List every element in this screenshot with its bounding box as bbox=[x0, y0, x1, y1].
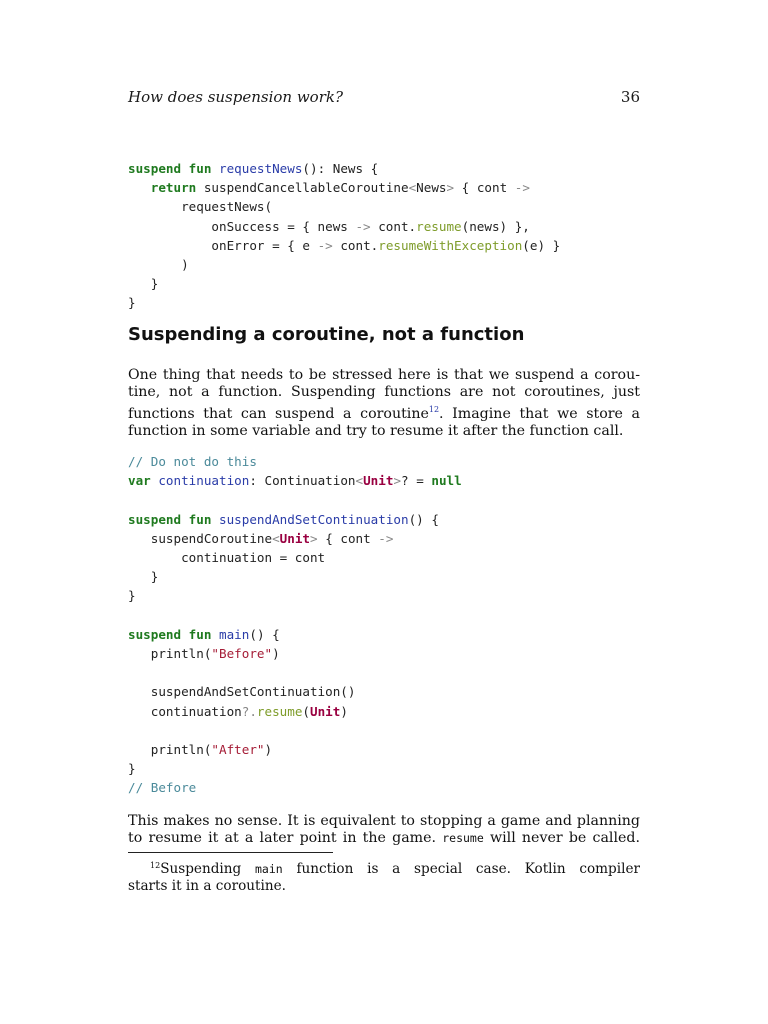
running-header bbox=[128, 88, 640, 106]
code-text: suspendAndSetContinuation() bbox=[150, 684, 356, 700]
code-keyword: null bbox=[431, 473, 462, 489]
section-heading: Suspending a coroutine, not a function bbox=[128, 324, 525, 345]
code-text: ) bbox=[264, 742, 273, 758]
code-operator: -> bbox=[378, 530, 394, 546]
footnote-text: function is a special case. Kotlin compiler bbox=[296, 861, 640, 877]
code-operator: -> bbox=[317, 237, 333, 253]
paragraph-intro bbox=[128, 367, 640, 440]
paragraph-line: tine, not a function. Suspending functions are not coroutines, just bbox=[128, 384, 640, 400]
footnote-divider bbox=[128, 852, 333, 853]
code-comment: // Before bbox=[128, 780, 197, 796]
code-function-name: main bbox=[219, 626, 250, 642]
code-keyword: var bbox=[128, 473, 151, 489]
footnote-number: 12 bbox=[150, 861, 161, 870]
footnote-text: Suspending bbox=[160, 861, 242, 877]
code-keyword: return bbox=[150, 180, 197, 196]
code-string: "After" bbox=[211, 742, 265, 758]
paragraph-conclusion bbox=[128, 813, 640, 847]
code-text: ( bbox=[302, 703, 311, 719]
code-text: suspendCoroutine bbox=[150, 530, 273, 546]
code-text: () { bbox=[249, 626, 280, 642]
code-text: } bbox=[128, 761, 136, 777]
inline-code: resume bbox=[442, 831, 484, 845]
footnote-line: starts it in a coroutine. bbox=[128, 878, 286, 894]
code-text: (): News { bbox=[302, 161, 379, 176]
code-text: (e) } bbox=[522, 237, 561, 253]
code-text: } bbox=[128, 295, 136, 311]
code-operator: -> bbox=[514, 180, 530, 196]
code-keyword: fun bbox=[188, 626, 212, 642]
code-text: ) bbox=[272, 646, 280, 662]
code-keyword: suspend bbox=[128, 511, 182, 527]
code-keyword: fun bbox=[188, 161, 212, 176]
code-text: : Continuation bbox=[249, 473, 356, 489]
footnote bbox=[128, 857, 640, 895]
code-operator: > bbox=[310, 530, 318, 546]
code-operator: -> bbox=[355, 218, 371, 234]
code-extension-call: resume bbox=[416, 218, 462, 234]
code-text: onSuccess = { news bbox=[211, 218, 356, 234]
code-block-continuation bbox=[128, 452, 462, 798]
code-type-unit: Unit bbox=[363, 473, 394, 489]
code-variable-name: continuation bbox=[158, 473, 250, 489]
code-text: requestNews( bbox=[181, 199, 273, 215]
code-text: { cont bbox=[454, 180, 515, 196]
code-text: continuation bbox=[150, 703, 242, 719]
code-keyword: suspend bbox=[128, 161, 182, 176]
code-operator: < bbox=[408, 180, 417, 196]
code-operator: ?. bbox=[241, 703, 257, 719]
page-number: 36 bbox=[620, 88, 640, 106]
inline-code: main bbox=[255, 862, 283, 876]
code-text: { cont bbox=[317, 530, 379, 546]
code-type-unit: Unit bbox=[279, 530, 311, 546]
paragraph-text: to resume it at a later point in the game. bbox=[128, 830, 437, 846]
code-extension-call: resume bbox=[256, 703, 303, 719]
code-text: } bbox=[150, 569, 159, 585]
code-type: News bbox=[416, 180, 447, 196]
paragraph-line bbox=[128, 401, 640, 423]
code-comment: // Do not do this bbox=[128, 454, 257, 469]
code-block-request-news bbox=[128, 159, 560, 313]
code-text: cont. bbox=[370, 218, 417, 234]
code-function-name: requestNews bbox=[219, 161, 303, 176]
code-operator: > bbox=[393, 473, 402, 489]
code-text: println( bbox=[150, 742, 212, 758]
paragraph-line: function in some variable and try to resume it after the function call. bbox=[128, 423, 624, 439]
code-extension-call: resumeWithException bbox=[378, 237, 523, 253]
code-operator: < bbox=[272, 530, 280, 546]
paragraph-text: functions that can suspend a coroutine bbox=[128, 406, 429, 422]
code-text: println( bbox=[150, 646, 212, 662]
code-string: "Before" bbox=[211, 646, 273, 662]
code-text: () { bbox=[408, 511, 439, 527]
code-text: (news) }, bbox=[461, 218, 530, 234]
code-function-name: suspendAndSetContinuation bbox=[219, 511, 409, 527]
paragraph-line bbox=[128, 830, 640, 847]
code-keyword: suspend bbox=[128, 626, 182, 642]
code-text: ) bbox=[181, 257, 189, 273]
code-text: ) bbox=[340, 703, 348, 719]
code-operator: < bbox=[355, 473, 364, 489]
code-text: } bbox=[128, 588, 136, 604]
code-type-unit: Unit bbox=[310, 703, 341, 719]
paragraph-text: . Imagine that we store a bbox=[439, 406, 640, 422]
code-text: cont. bbox=[332, 237, 379, 253]
code-keyword: fun bbox=[188, 511, 212, 527]
code-text: suspendCancellableCoroutine bbox=[203, 180, 409, 196]
chapter-title: How does suspension work? bbox=[128, 88, 344, 106]
footnote-reference-link[interactable]: 12 bbox=[428, 405, 440, 414]
paragraph-text: will never be called. bbox=[489, 830, 640, 846]
code-text: onError = { e bbox=[211, 237, 318, 253]
code-text: } bbox=[150, 276, 159, 292]
code-text: ? = bbox=[401, 473, 432, 489]
code-text: continuation = cont bbox=[181, 550, 326, 566]
code-operator: > bbox=[446, 180, 455, 196]
paragraph-line: One thing that needs to be stressed here is that we suspend a corou- bbox=[128, 367, 640, 383]
paragraph-line: This makes no sense. It is equivalent to stopping a game and planning bbox=[128, 813, 640, 829]
footnote-line bbox=[128, 857, 640, 878]
